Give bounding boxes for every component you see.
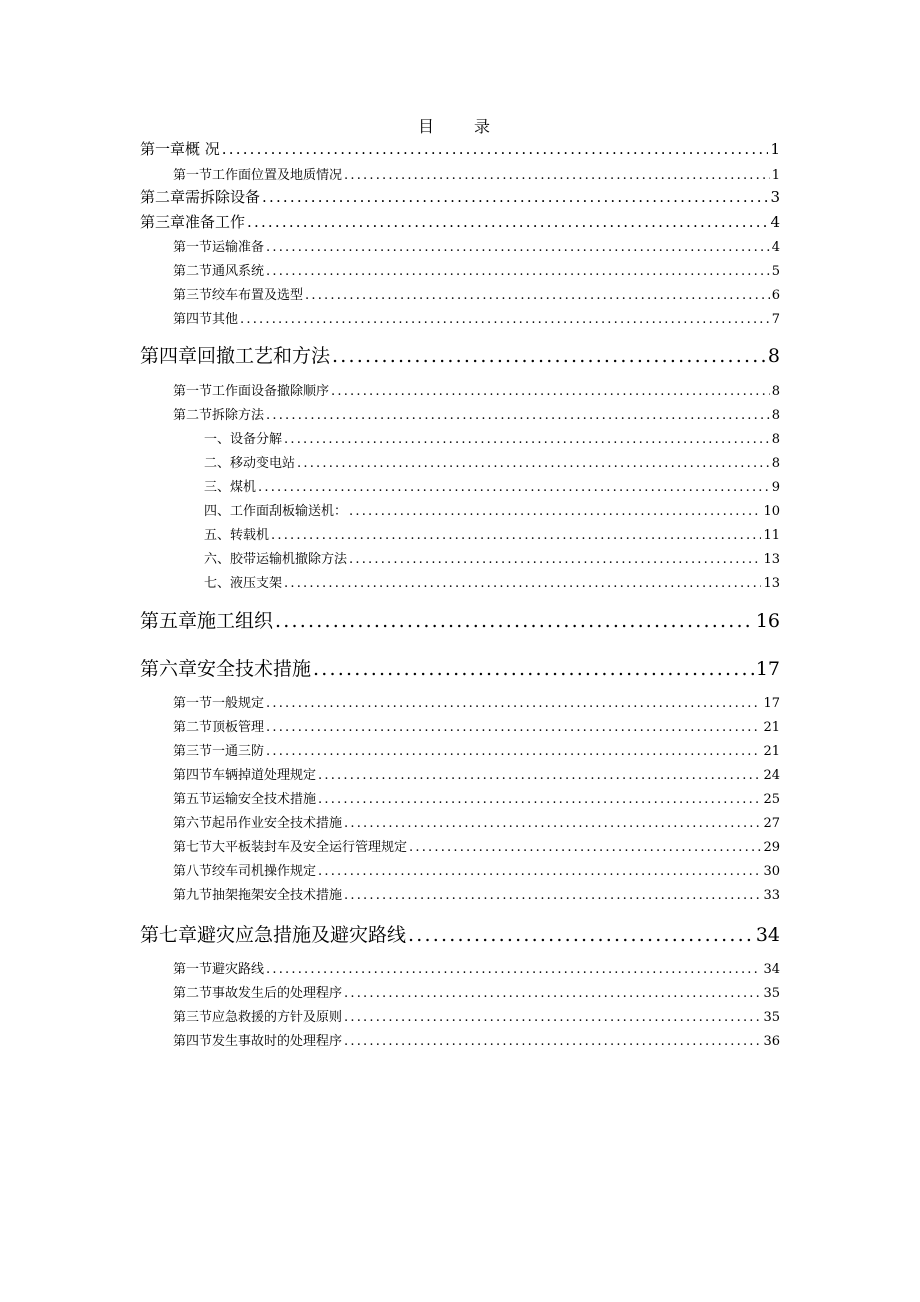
entry-label: 工作面位置及地质情况 bbox=[212, 168, 343, 183]
entry-number: 第二章 bbox=[140, 188, 186, 206]
leader-dots bbox=[266, 720, 761, 735]
leader-dots bbox=[222, 140, 769, 158]
entry-label: 需拆除设备 bbox=[185, 188, 261, 206]
entry-label: 避灾应急措施及避灾路线 bbox=[197, 924, 407, 946]
toc-entry-section[interactable] bbox=[140, 1030, 780, 1049]
leader-dots bbox=[344, 168, 770, 183]
toc-entry-subsection[interactable] bbox=[140, 500, 780, 519]
leader-dots bbox=[349, 552, 761, 567]
toc-entry-section[interactable] bbox=[140, 164, 780, 183]
entry-page: 17 bbox=[763, 696, 780, 711]
toc-entry-section[interactable] bbox=[140, 982, 780, 1001]
entry-label: 胶带运输机撤除方法 bbox=[230, 552, 348, 567]
entry-page: 27 bbox=[763, 816, 780, 831]
leader-dots bbox=[271, 528, 761, 543]
entry-page: 5 bbox=[771, 264, 780, 279]
entry-page: 21 bbox=[763, 720, 780, 735]
entry-label: 准备工作 bbox=[185, 213, 246, 231]
toc-entry-chapter-6[interactable] bbox=[140, 654, 780, 681]
leader-dots bbox=[344, 816, 761, 831]
entry-label: 一般规定 bbox=[212, 696, 265, 711]
entry-number: 第四节 bbox=[173, 1034, 213, 1049]
leader-dots bbox=[240, 312, 770, 327]
entry-page: 1 bbox=[771, 168, 780, 183]
entry-number: 第三节 bbox=[173, 744, 213, 759]
entry-label: 概 况 bbox=[185, 140, 220, 158]
leader-dots bbox=[318, 864, 761, 879]
entry-number: 第二节 bbox=[173, 986, 213, 1001]
entry-label: 施工组织 bbox=[197, 610, 274, 632]
entry-page: 33 bbox=[763, 888, 780, 903]
leader-dots bbox=[275, 610, 754, 632]
leader-dots bbox=[305, 288, 770, 303]
leader-dots bbox=[266, 696, 761, 711]
entry-number: 第四节 bbox=[173, 312, 213, 327]
entry-number: 第二节 bbox=[173, 264, 213, 279]
leader-dots bbox=[344, 986, 761, 1001]
entry-page: 16 bbox=[755, 610, 780, 632]
entry-label: 拆除方法 bbox=[212, 408, 265, 423]
entry-label: 回撤工艺和方法 bbox=[197, 345, 331, 367]
toc-entry-section[interactable] bbox=[140, 692, 780, 711]
toc-entry-subsection[interactable] bbox=[140, 428, 780, 447]
entry-number: 第一节 bbox=[173, 384, 213, 399]
entry-page: 4 bbox=[771, 240, 780, 255]
toc-entry-section[interactable] bbox=[140, 764, 780, 783]
toc-entry-section[interactable] bbox=[140, 260, 780, 279]
entry-number: 五、 bbox=[204, 528, 231, 543]
entry-page: 3 bbox=[770, 188, 780, 206]
toc-entry-section[interactable] bbox=[140, 740, 780, 759]
entry-number: 第二节 bbox=[173, 408, 213, 423]
toc-entry-section[interactable] bbox=[140, 884, 780, 903]
entry-label: 避灾路线 bbox=[212, 962, 265, 977]
entry-number: 第九节 bbox=[173, 888, 213, 903]
leader-dots bbox=[262, 188, 768, 206]
entry-number: 第五节 bbox=[173, 792, 213, 807]
entry-page: 34 bbox=[755, 924, 780, 946]
toc-entry-section[interactable] bbox=[140, 1006, 780, 1025]
entry-page: 7 bbox=[771, 312, 780, 327]
entry-page: 35 bbox=[763, 1010, 780, 1025]
entry-number: 第一节 bbox=[173, 962, 213, 977]
entry-page: 36 bbox=[763, 1034, 780, 1049]
leader-dots bbox=[266, 264, 770, 279]
entry-page: 25 bbox=[763, 792, 780, 807]
entry-number: 六、 bbox=[204, 552, 231, 567]
entry-label: 事故发生后的处理程序 bbox=[212, 986, 343, 1001]
entry-number: 第六节 bbox=[173, 816, 213, 831]
toc-entry-subsection[interactable] bbox=[140, 452, 780, 471]
entry-label: 发生事故时的处理程序 bbox=[212, 1034, 343, 1049]
toc-entry-chapter-1[interactable] bbox=[140, 138, 780, 159]
entry-label: 顶板管理 bbox=[212, 720, 265, 735]
entry-number: 第六章 bbox=[140, 658, 198, 680]
entry-label: 绞车司机操作规定 bbox=[212, 864, 317, 879]
leader-dots bbox=[409, 840, 761, 855]
entry-number: 第一节 bbox=[173, 696, 213, 711]
entry-page: 1 bbox=[770, 140, 780, 158]
entry-label: 运输安全技术措施 bbox=[212, 792, 317, 807]
toc-entry-section[interactable] bbox=[140, 380, 780, 399]
entry-label: 设备分解 bbox=[230, 432, 283, 447]
leader-dots bbox=[284, 576, 761, 591]
toc-entry-section[interactable] bbox=[140, 308, 780, 327]
entry-page: 29 bbox=[763, 840, 780, 855]
entry-number: 四、 bbox=[204, 504, 231, 519]
entry-number: 一、 bbox=[204, 432, 231, 447]
entry-page: 8 bbox=[771, 432, 780, 447]
entry-number: 第七节 bbox=[173, 840, 213, 855]
entry-label: 液压支架 bbox=[230, 576, 283, 591]
entry-page: 8 bbox=[767, 345, 780, 367]
entry-label: 工作面设备撤除顺序 bbox=[212, 384, 330, 399]
entry-number: 第七章 bbox=[140, 924, 198, 946]
entry-label: 工作面刮板输送机： bbox=[230, 504, 348, 519]
toc-entry-chapter-7[interactable] bbox=[140, 920, 780, 947]
leader-dots bbox=[313, 658, 754, 680]
leader-dots bbox=[349, 504, 761, 519]
entry-label: 其他 bbox=[212, 312, 239, 327]
entry-label: 抽架拖架安全技术措施 bbox=[212, 888, 343, 903]
entry-page: 9 bbox=[771, 480, 780, 495]
entry-label: 移动变电站 bbox=[230, 456, 296, 471]
leader-dots bbox=[266, 240, 770, 255]
entry-number: 第四节 bbox=[173, 768, 213, 783]
leader-dots bbox=[344, 1034, 761, 1049]
entry-page: 30 bbox=[763, 864, 780, 879]
toc-entry-section[interactable] bbox=[140, 236, 780, 255]
entry-page: 4 bbox=[770, 213, 780, 231]
leader-dots bbox=[284, 432, 770, 447]
toc-entry-chapter-3[interactable] bbox=[140, 211, 780, 232]
entry-page: 8 bbox=[771, 456, 780, 471]
entry-number: 第四章 bbox=[140, 345, 198, 367]
leader-dots bbox=[266, 744, 761, 759]
toc-entry-subsection[interactable] bbox=[140, 476, 780, 495]
entry-number: 第一节 bbox=[173, 168, 213, 183]
toc-title: 目 录 bbox=[417, 117, 502, 136]
leader-dots bbox=[258, 480, 770, 495]
toc-entry-chapter-4[interactable] bbox=[140, 341, 780, 368]
toc-entry-section[interactable] bbox=[140, 860, 780, 879]
leader-dots bbox=[408, 924, 754, 946]
entry-page: 21 bbox=[763, 744, 780, 759]
entry-number: 第五章 bbox=[140, 610, 198, 632]
leader-dots bbox=[318, 768, 761, 783]
entry-number: 二、 bbox=[204, 456, 231, 471]
entry-page: 8 bbox=[771, 384, 780, 399]
leader-dots bbox=[266, 408, 770, 423]
toc-entry-chapter-2[interactable] bbox=[140, 186, 780, 207]
entry-page: 34 bbox=[763, 962, 780, 977]
entry-label: 绞车布置及选型 bbox=[212, 288, 304, 303]
entry-number: 第八节 bbox=[173, 864, 213, 879]
leader-dots bbox=[247, 213, 768, 231]
entry-page: 17 bbox=[755, 658, 780, 680]
entry-label: 转载机 bbox=[230, 528, 270, 543]
entry-label: 安全技术措施 bbox=[197, 658, 312, 680]
entry-label: 一通三防 bbox=[212, 744, 265, 759]
leader-dots bbox=[331, 384, 770, 399]
entry-label: 应急救援的方针及原则 bbox=[212, 1010, 343, 1025]
toc-entry-section[interactable] bbox=[140, 716, 780, 735]
entry-number: 第一节 bbox=[173, 240, 213, 255]
toc-entry-section[interactable] bbox=[140, 788, 780, 807]
toc-entry-subsection[interactable] bbox=[140, 524, 780, 543]
entry-page: 35 bbox=[763, 986, 780, 1001]
leader-dots bbox=[318, 792, 761, 807]
toc-entry-section[interactable] bbox=[140, 404, 780, 423]
entry-number: 第一章 bbox=[140, 140, 186, 158]
entry-number: 第三章 bbox=[140, 213, 186, 231]
entry-label: 车辆掉道处理规定 bbox=[212, 768, 317, 783]
toc-entry-subsection[interactable] bbox=[140, 548, 780, 567]
leader-dots bbox=[332, 345, 766, 367]
entry-page: 24 bbox=[763, 768, 780, 783]
leader-dots bbox=[344, 888, 761, 903]
entry-page: 13 bbox=[763, 552, 780, 567]
toc-entry-section[interactable] bbox=[140, 836, 780, 855]
leader-dots bbox=[297, 456, 770, 471]
entry-label: 大平板装封车及安全运行管理规定 bbox=[212, 840, 408, 855]
toc-entry-chapter-5[interactable] bbox=[140, 606, 780, 633]
entry-number: 第三节 bbox=[173, 1010, 213, 1025]
leader-dots bbox=[344, 1010, 761, 1025]
entry-page: 13 bbox=[763, 576, 780, 591]
entry-number: 三、 bbox=[204, 480, 231, 495]
entry-page: 6 bbox=[771, 288, 780, 303]
entry-number: 七、 bbox=[204, 576, 231, 591]
toc-entry-section[interactable] bbox=[140, 284, 780, 303]
leader-dots bbox=[266, 962, 761, 977]
entry-label: 煤机 bbox=[230, 480, 257, 495]
entry-page: 8 bbox=[771, 408, 780, 423]
toc-entry-subsection[interactable] bbox=[140, 572, 780, 591]
entry-label: 起吊作业安全技术措施 bbox=[212, 816, 343, 831]
entry-number: 第二节 bbox=[173, 720, 213, 735]
entry-page: 11 bbox=[763, 528, 780, 543]
entry-page: 10 bbox=[763, 504, 780, 519]
toc-entry-section[interactable] bbox=[140, 958, 780, 977]
entry-label: 运输准备 bbox=[212, 240, 265, 255]
entry-number: 第三节 bbox=[173, 288, 213, 303]
entry-label: 通风系统 bbox=[212, 264, 265, 279]
toc-entry-section[interactable] bbox=[140, 812, 780, 831]
